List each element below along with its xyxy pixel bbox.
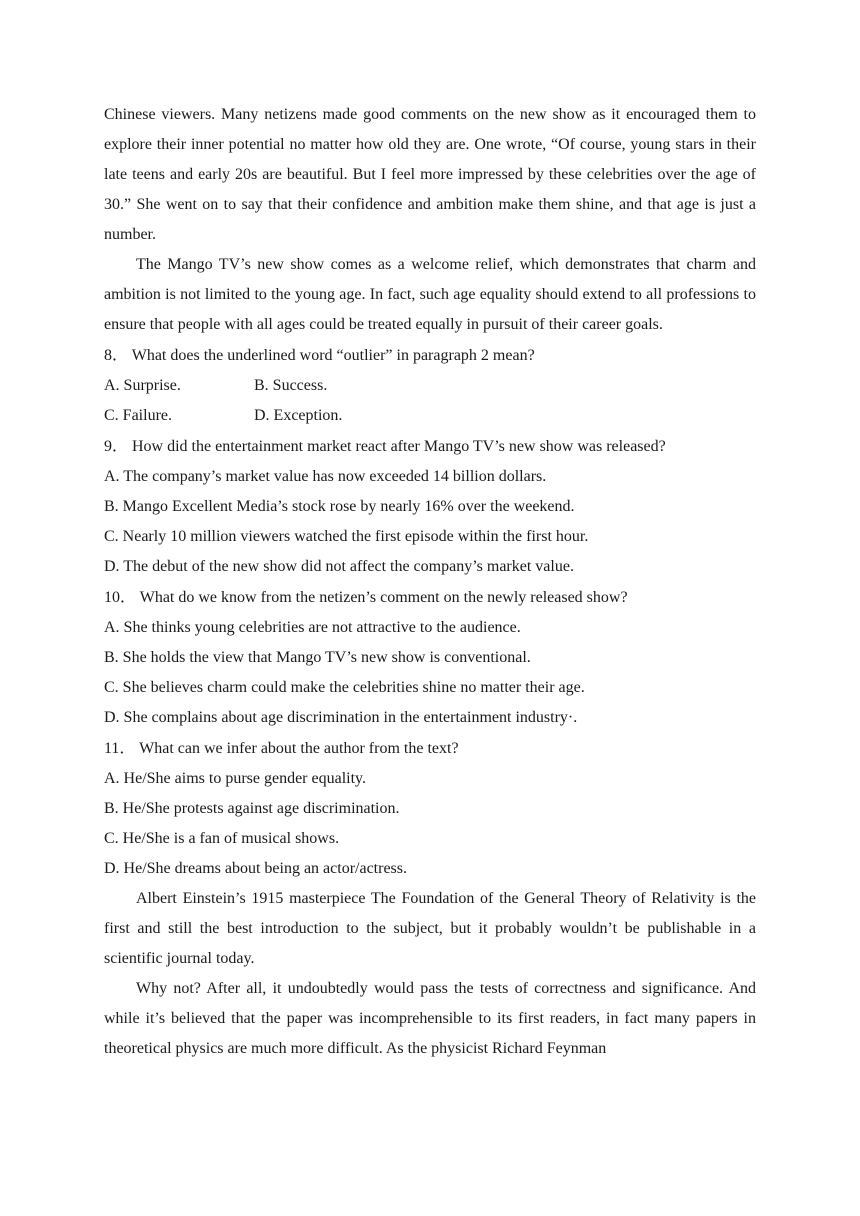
- question-stem: 11． What can we infer about the author from the text?: [104, 740, 459, 757]
- option-b: B. Mango Excellent Media’s stock rose by nearly 16% over the weekend.: [104, 498, 575, 515]
- option-d: D. Exception.: [254, 407, 343, 424]
- option-a: A. She thinks young celebrities are not attractive to the audience.: [104, 619, 521, 636]
- option-row: [104, 371, 756, 401]
- question-stem: 9． How did the entertainment market react after Mango TV’s new show was released?: [104, 438, 666, 455]
- option-c: C. Nearly 10 million viewers watched the first episode within the first hour.: [104, 528, 589, 545]
- option-c: C. Failure.: [104, 407, 172, 424]
- option-a: A. Surprise.: [104, 377, 181, 394]
- option-b: B. Success.: [254, 377, 328, 394]
- passage-paragraph: Why not? After all, it undoubtedly would pass the tests of correctness and significance. And while it’s believed that the paper was incomprehensible to its first readers, in fact many papers in theoretical physics are much more difficult. As the physicist Richard Feynman: [104, 980, 756, 1057]
- option-b: B. She holds the view that Mango TV’s new show is conventional.: [104, 649, 531, 666]
- question-9: [104, 431, 756, 582]
- passage-paragraph: The Mango TV’s new show comes as a welcome relief, which demonstrates that charm and ambition is not limited to the young age. In fact, such age equality should extend to all professions to ensure that people with all ages could be treated equally in pursuit of their career goals.: [104, 256, 756, 333]
- question-10: [104, 582, 756, 733]
- option-a: A. The company’s market value has now exceeded 14 billion dollars.: [104, 468, 547, 485]
- option-c: C. She believes charm could make the celebrities shine no matter their age.: [104, 679, 585, 696]
- question-8: [104, 340, 756, 431]
- question-stem: 10． What do we know from the netizen’s comment on the newly released show?: [104, 589, 628, 606]
- option-a: A. He/She aims to purse gender equality.: [104, 770, 367, 787]
- option-d: D. She complains about age discrimination in the entertainment industry·.: [104, 709, 578, 726]
- option-row: [104, 401, 756, 431]
- page-content: [104, 100, 756, 1064]
- option-d: D. The debut of the new show did not affect the company’s market value.: [104, 558, 574, 575]
- question-stem: 8． What does the underlined word “outlier” in paragraph 2 mean?: [104, 347, 535, 364]
- option-b: B. He/She protests against age discrimination.: [104, 800, 400, 817]
- passage-paragraph: Chinese viewers. Many netizens made good comments on the new show as it encouraged them to explore their inner potential no matter how old they are. One wrote, “Of course, young stars in their late teens and early 20s are beautiful. But I feel more impressed by these celebrities over the age of 30.” She went on to say that their confidence and ambition make them shine, and that age is just a number.: [104, 106, 756, 243]
- question-11: [104, 733, 756, 884]
- option-d: D. He/She dreams about being an actor/actress.: [104, 860, 408, 877]
- passage-paragraph: Albert Einstein’s 1915 masterpiece The Foundation of the General Theory of Relativity is the first and still the best introduction to the subject, but it probably wouldn’t be publishable in a scientific journal today.: [104, 890, 756, 967]
- option-c: C. He/She is a fan of musical shows.: [104, 830, 340, 847]
